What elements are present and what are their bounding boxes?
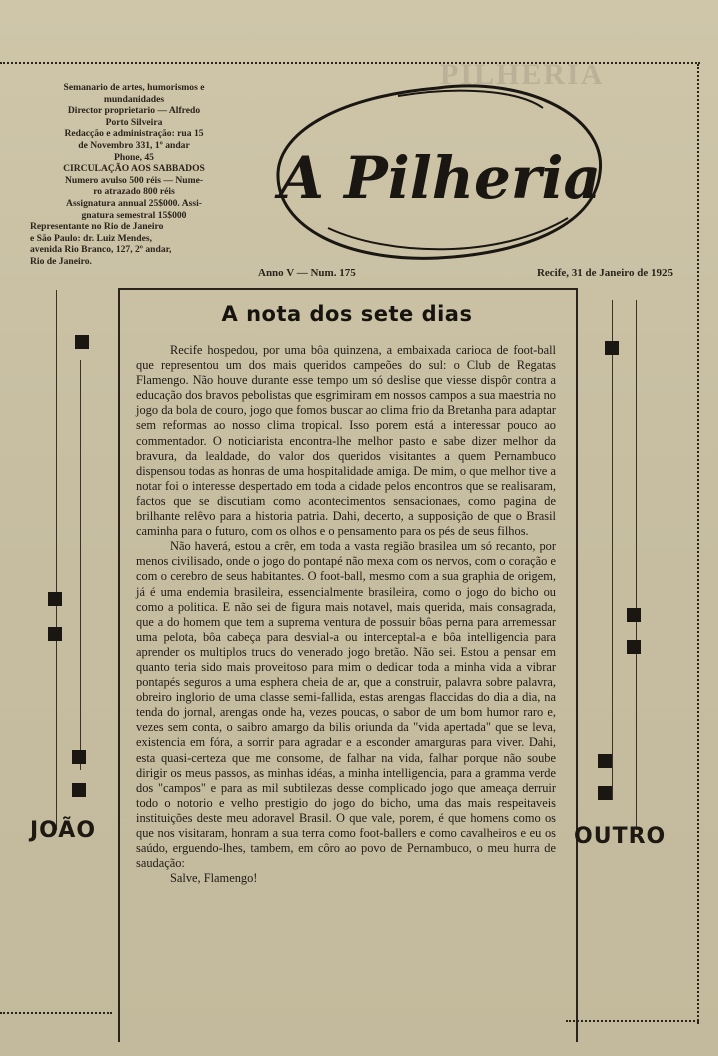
side-label-left: JOÃO [30, 818, 97, 843]
dotted-border-bottom-right [566, 1020, 699, 1022]
issue-date: Recife, 31 de Janeiro de 1925 [536, 267, 673, 279]
right-outer-rule [636, 300, 637, 830]
masthead-line: Assignatura annual 25$000. Assi- [66, 197, 202, 209]
article-title: A nota dos sete dias [221, 302, 473, 326]
ornament-square [598, 786, 612, 800]
ornament-square [75, 335, 89, 349]
masthead-line: Semanario de artes, humorismos e [63, 82, 205, 93]
ornament-square [72, 750, 86, 764]
dotted-border-bottom-left [0, 1012, 112, 1014]
side-label-right: OUTRO [574, 824, 667, 849]
left-inner-rule [80, 360, 81, 770]
dotted-border-right [697, 64, 699, 1024]
masthead-line: de Novembro 331, 1º andar [78, 139, 190, 151]
ornament-square [627, 608, 641, 622]
masthead-line: gnatura semestral 15$000 [81, 209, 187, 221]
ornament-square [48, 592, 62, 606]
issue-line [258, 267, 673, 283]
article-paragraph: Recife hospedou, por uma bôa quinzena, a embaixada carioca de foot-ball que representou um dos mais queridos campeões do sul: o Club de Regatas Flamengo. Não houve durante esse tempo um só deslise que viesse dispôr contra a educação dos bravos pebolistas que esgrimiram em nossos campos a sua maestria no jogo da bola de couro, jogo que fomos buscar ao clima frio da Bretanha para adaptar sem reformas ao nosso clima tropical. Isso porem está a interessar pouco ao commentador. O noticiarista encontra-lhe melhor pasto e sabe dizer melhor da bravura, da lealdade, do valor dos queridos visitantes a quem Pernambuco dispensou todas as honras de uma hospitalidade amiga. De mim, o que melhor tive a notar foi o interesse despertado em toda a cidade pelos encontros que se realisaram, factos que se discutiam como acontecimentos sensacionaes, como pagina de brilhante relêvo para a historia patria. Dahi, decerto, a supposição de que o Brasil caminha para o futuro, com os olhos e o pensamento para os pés de seus filhos. [136, 343, 556, 539]
logo-text: A Pilheria [278, 144, 602, 212]
masthead-line: Rio de Janeiro. [30, 255, 92, 267]
masthead-line: avenida Rio Branco, 127, 2º andar, [30, 244, 172, 256]
ornament-square [72, 783, 86, 797]
article-paragraph: Salve, Flamengo! [170, 871, 258, 886]
masthead-line: Director proprietario — Alfredo [67, 105, 201, 117]
masthead-line: CIRCULAÇÃO AOS SABBADOS [63, 163, 205, 175]
pilheria-logo [268, 78, 608, 268]
masthead-line: Representante no Rio de Janeiro [30, 221, 164, 233]
issue-number: Anno V — Num. 175 [258, 267, 356, 279]
ornament-square [48, 627, 62, 641]
dotted-border-top [0, 62, 700, 64]
left-outer-rule [56, 290, 57, 830]
right-inner-rule [612, 300, 613, 800]
masthead-line: Phone, 45 [114, 151, 154, 163]
article-paragraph: Não haverá, estou a crêr, em toda a vasta região brasilea um só recanto, por menos civilisado, onde o jogo do pontapé não mexa com os nervos, com o coração e com o cerebro de seus habitantes. O foot-ball, mesmo com a sua graphia de origem, já é uma endemia brasileira, essencialmente brasileira, como o jogo do bicho ou como a politica. E não sei de figura mais notavel, mais querida, mais consagrada, que a do homem que tem a suprema ventura de possuir bôas perna para arremessar uma pelota, bôa cabeça para desvial-a ou interceptal-a e bôa intelligencia para aprender os multiplos trucs do venerado jogo bretão. Não sei. Estou a pensar em quanto teria sido mais proveitoso para mim o dedicar toda a minha vida a vibrar pontapés seguros a uma esphera cheia de ar, que a construir, palavra sobre palavra, obreiro inglorio de uma classe semi-fallida, estas arengas flaccidas do dia a dia, na tenda do jornal, arengas onde ha, vezes poucas, o sabor de um bom humor raro e, vezes sem conta, o saibro amargo da bilis oriunda da "vida apertada" que se leva, existencia em fóra, a sorrir para agradar e a esconder amarguras para viver. Dahi, esta quasi-certeza que me consome, de falhar na vida, falhar porque não soube dirigir os meus passos, as minhas idéas, a minha intelligencia, para a gramma verde dos "campos" e para as mil subtilezas desse complicado jogo que ameaça derruir todo o notorio e velho prestigio do jogo do bicho, uma das mais respeitaveis instituições deste meu adoravel Brasil. O que vale, porem, é que homens como os que nos visitaram, honram a sua terra como foot-ballers e como cavalheiros e eu os saúdo, erguendo-lhes, tambem, em côro ao povo de Pernambuco, o meu hurra de saudação: [136, 539, 556, 871]
bleed-through-text: PILHERIA [440, 58, 605, 91]
masthead-line: ro atrazado 800 réis [93, 186, 175, 198]
ornament-square [605, 341, 619, 355]
masthead-line: e São Paulo: dr. Luiz Mendes, [30, 232, 152, 244]
ornament-square [598, 754, 612, 768]
masthead-info [30, 82, 238, 268]
masthead-line: mundanidades [103, 93, 165, 105]
article-body [136, 343, 556, 886]
masthead-line: Numero avulso 500 réis — Nume- [64, 174, 204, 186]
masthead-line: Porto Silveira [105, 116, 163, 128]
masthead-line: Redacção e administração: rua 15 [64, 128, 204, 140]
ornament-square [627, 640, 641, 654]
